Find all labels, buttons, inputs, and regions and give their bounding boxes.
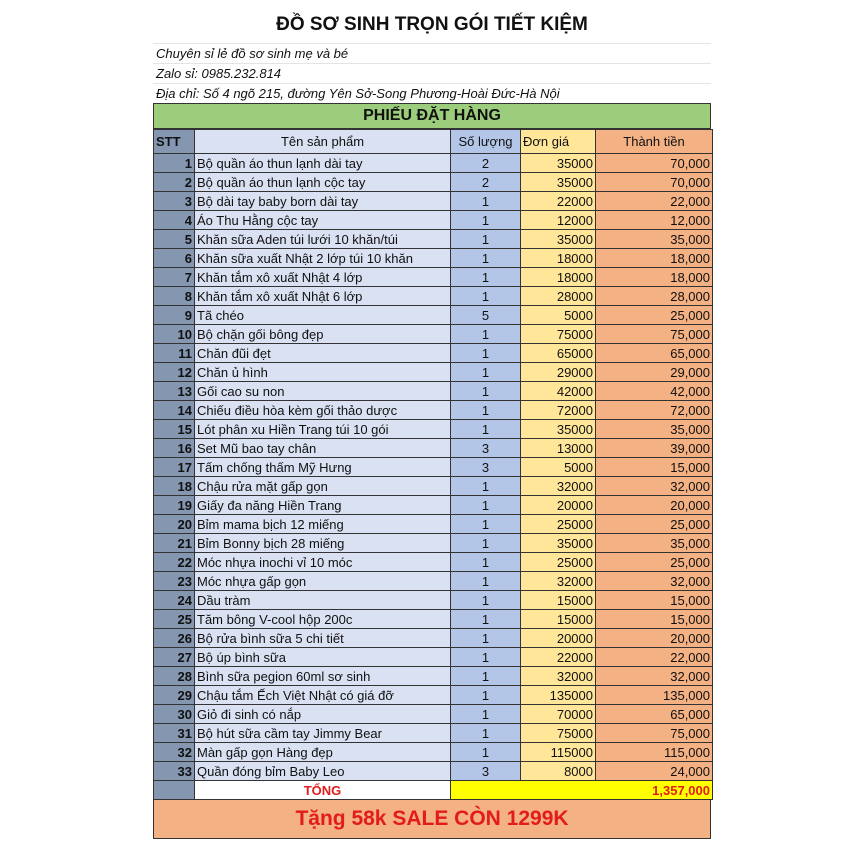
cell-unit-price[interactable]: 13000 bbox=[521, 439, 596, 458]
cell-unit-price[interactable]: 32000 bbox=[521, 477, 596, 496]
table-row bbox=[154, 230, 713, 249]
cell-quantity[interactable]: 1 bbox=[451, 268, 521, 287]
cell-product-name[interactable]: Bỉm Bonny bịch 28 miếng bbox=[195, 534, 451, 553]
cell-unit-price[interactable]: 115000 bbox=[521, 743, 596, 762]
header-total[interactable]: Thành tiền bbox=[596, 130, 713, 154]
cell-line-total[interactable]: 65,000 bbox=[596, 705, 713, 724]
cell-product-name[interactable]: Khăn tắm xô xuất Nhật 6 lớp bbox=[195, 287, 451, 306]
cell-product-name[interactable]: Chăn đũi đẹt bbox=[195, 344, 451, 363]
cell-quantity[interactable]: 1 bbox=[451, 610, 521, 629]
header-name[interactable]: Tên sản phẩm bbox=[195, 130, 451, 154]
cell-line-total[interactable]: 42,000 bbox=[596, 382, 713, 401]
cell-total-stt[interactable] bbox=[154, 781, 195, 800]
cell-stt[interactable]: 9 bbox=[154, 306, 195, 325]
cell-unit-price[interactable]: 15000 bbox=[521, 591, 596, 610]
cell-line-total[interactable]: 35,000 bbox=[596, 534, 713, 553]
cell-stt[interactable]: 19 bbox=[154, 496, 195, 515]
promo-banner bbox=[153, 800, 711, 839]
title-row bbox=[153, 6, 711, 44]
cell-stt[interactable]: 16 bbox=[154, 439, 195, 458]
cell-stt[interactable]: 4 bbox=[154, 211, 195, 230]
cell-product-name[interactable]: Giấy đa năng Hiền Trang bbox=[195, 496, 451, 515]
cell-line-total[interactable]: 25,000 bbox=[596, 515, 713, 534]
table-row bbox=[154, 325, 713, 344]
table-row bbox=[154, 344, 713, 363]
cell-product-name[interactable]: Dầu tràm bbox=[195, 591, 451, 610]
table-row bbox=[154, 154, 713, 173]
cell-stt[interactable]: 25 bbox=[154, 610, 195, 629]
table-row bbox=[154, 211, 713, 230]
cell-quantity[interactable]: 2 bbox=[451, 173, 521, 192]
cell-unit-price[interactable]: 32000 bbox=[521, 572, 596, 591]
cell-product-name[interactable]: Khăn tắm xô xuất Nhật 4 lớp bbox=[195, 268, 451, 287]
table-row bbox=[154, 534, 713, 553]
cell-line-total[interactable]: 24,000 bbox=[596, 762, 713, 781]
cell-product-name[interactable]: Giỏ đi sinh có nắp bbox=[195, 705, 451, 724]
cell-product-name[interactable]: Chăn ủ hình bbox=[195, 363, 451, 382]
cell-product-name[interactable]: Bình sữa pegion 60ml sơ sinh bbox=[195, 667, 451, 686]
cell-product-name[interactable]: Bộ quần áo thun lạnh dài tay bbox=[195, 154, 451, 173]
cell-line-total[interactable]: 18,000 bbox=[596, 268, 713, 287]
table-row bbox=[154, 553, 713, 572]
table-row bbox=[154, 287, 713, 306]
cell-product-name[interactable]: Chậu rửa mặt gấp gọn bbox=[195, 477, 451, 496]
cell-product-name[interactable]: Bộ dài tay baby born dài tay bbox=[195, 192, 451, 211]
cell-unit-price[interactable]: 5000 bbox=[521, 306, 596, 325]
table-row bbox=[154, 496, 713, 515]
table-row bbox=[154, 667, 713, 686]
cell-product-name[interactable]: Bỉm mama bịch 12 miếng bbox=[195, 515, 451, 534]
cell-unit-price[interactable]: 12000 bbox=[521, 211, 596, 230]
cell-line-total[interactable]: 29,000 bbox=[596, 363, 713, 382]
cell-quantity[interactable]: 1 bbox=[451, 249, 521, 268]
cell-product-name[interactable]: Móc nhựa inochi vỉ 10 móc bbox=[195, 553, 451, 572]
cell-quantity[interactable]: 1 bbox=[451, 420, 521, 439]
cell-line-total[interactable]: 39,000 bbox=[596, 439, 713, 458]
cell-product-name[interactable]: Móc nhựa gấp gọn bbox=[195, 572, 451, 591]
cell-quantity[interactable]: 2 bbox=[451, 154, 521, 173]
info-address: Địa chỉ: Số 4 ngõ 215, đường Yên Sở-Song Phương-Hoài Đức-Hà Nội bbox=[156, 86, 560, 101]
cell-stt[interactable]: 12 bbox=[154, 363, 195, 382]
cell-stt[interactable]: 7 bbox=[154, 268, 195, 287]
page-title: ĐỒ SƠ SINH TRỌN GÓI TIẾT KIỆM bbox=[276, 13, 588, 35]
cell-unit-price[interactable]: 35000 bbox=[521, 534, 596, 553]
table-header-row bbox=[154, 130, 713, 154]
cell-unit-price[interactable]: 18000 bbox=[521, 249, 596, 268]
cell-quantity[interactable]: 1 bbox=[451, 477, 521, 496]
cell-unit-price[interactable]: 28000 bbox=[521, 287, 596, 306]
cell-quantity[interactable]: 1 bbox=[451, 230, 521, 249]
cell-stt[interactable]: 21 bbox=[154, 534, 195, 553]
info-zalo: Zalo sỉ: 0985.232.814 bbox=[156, 66, 282, 81]
cell-stt[interactable]: 2 bbox=[154, 173, 195, 192]
cell-quantity[interactable]: 1 bbox=[451, 192, 521, 211]
cell-line-total[interactable]: 22,000 bbox=[596, 648, 713, 667]
cell-product-name[interactable]: Tã chéo bbox=[195, 306, 451, 325]
table-row bbox=[154, 629, 713, 648]
cell-stt[interactable]: 3 bbox=[154, 192, 195, 211]
cell-quantity[interactable]: 1 bbox=[451, 743, 521, 762]
cell-line-total[interactable]: 135,000 bbox=[596, 686, 713, 705]
cell-line-total[interactable]: 18,000 bbox=[596, 249, 713, 268]
cell-line-total[interactable]: 72,000 bbox=[596, 401, 713, 420]
table-row bbox=[154, 268, 713, 287]
table-row bbox=[154, 173, 713, 192]
cell-line-total[interactable]: 22,000 bbox=[596, 192, 713, 211]
total-row bbox=[154, 781, 713, 800]
cell-unit-price[interactable]: 29000 bbox=[521, 363, 596, 382]
cell-product-name[interactable]: Bộ úp bình sữa bbox=[195, 648, 451, 667]
cell-quantity[interactable]: 1 bbox=[451, 344, 521, 363]
cell-product-name[interactable]: Bộ hút sữa cầm tay Jimmy Bear bbox=[195, 724, 451, 743]
cell-product-name[interactable]: Tấm chống thấm Mỹ Hưng bbox=[195, 458, 451, 477]
cell-line-total[interactable]: 20,000 bbox=[596, 496, 713, 515]
table-row bbox=[154, 192, 713, 211]
cell-product-name[interactable]: Áo Thu Hằng cộc tay bbox=[195, 211, 451, 230]
cell-quantity[interactable]: 1 bbox=[451, 591, 521, 610]
cell-stt[interactable]: 18 bbox=[154, 477, 195, 496]
cell-unit-price[interactable]: 135000 bbox=[521, 686, 596, 705]
cell-line-total[interactable]: 32,000 bbox=[596, 667, 713, 686]
cell-stt[interactable]: 14 bbox=[154, 401, 195, 420]
cell-stt[interactable]: 5 bbox=[154, 230, 195, 249]
cell-quantity[interactable]: 5 bbox=[451, 306, 521, 325]
table-row bbox=[154, 724, 713, 743]
cell-stt[interactable]: 20 bbox=[154, 515, 195, 534]
table-row bbox=[154, 572, 713, 591]
cell-unit-price[interactable]: 5000 bbox=[521, 458, 596, 477]
cell-unit-price[interactable]: 72000 bbox=[521, 401, 596, 420]
cell-quantity[interactable]: 1 bbox=[451, 401, 521, 420]
cell-unit-price[interactable]: 35000 bbox=[521, 230, 596, 249]
cell-unit-price[interactable]: 75000 bbox=[521, 325, 596, 344]
cell-line-total[interactable]: 35,000 bbox=[596, 230, 713, 249]
cell-stt[interactable]: 13 bbox=[154, 382, 195, 401]
cell-quantity[interactable]: 1 bbox=[451, 686, 521, 705]
cell-line-total[interactable]: 15,000 bbox=[596, 610, 713, 629]
cell-line-total[interactable]: 12,000 bbox=[596, 211, 713, 230]
header-qty[interactable]: Số lượng bbox=[451, 130, 521, 154]
cell-stt[interactable]: 31 bbox=[154, 724, 195, 743]
cell-line-total[interactable]: 75,000 bbox=[596, 724, 713, 743]
total-label[interactable]: TỔNG bbox=[195, 781, 451, 800]
cell-quantity[interactable]: 3 bbox=[451, 762, 521, 781]
cell-stt[interactable]: 15 bbox=[154, 420, 195, 439]
cell-product-name[interactable]: Gối cao su non bbox=[195, 382, 451, 401]
cell-line-total[interactable]: 75,000 bbox=[596, 325, 713, 344]
cell-stt[interactable]: 11 bbox=[154, 344, 195, 363]
cell-line-total[interactable]: 15,000 bbox=[596, 458, 713, 477]
order-sheet bbox=[153, 0, 711, 839]
order-table bbox=[153, 129, 713, 800]
cell-line-total[interactable]: 28,000 bbox=[596, 287, 713, 306]
table-row bbox=[154, 515, 713, 534]
header-stt[interactable]: STT bbox=[154, 130, 195, 154]
cell-stt[interactable]: 28 bbox=[154, 667, 195, 686]
cell-stt[interactable]: 26 bbox=[154, 629, 195, 648]
cell-stt[interactable]: 27 bbox=[154, 648, 195, 667]
cell-line-total[interactable]: 20,000 bbox=[596, 629, 713, 648]
cell-product-name[interactable]: Quần đóng bỉm Baby Leo bbox=[195, 762, 451, 781]
cell-product-name[interactable]: Màn gấp gọn Hàng đẹp bbox=[195, 743, 451, 762]
cell-stt[interactable]: 33 bbox=[154, 762, 195, 781]
order-form-banner: PHIẾU ĐẶT HÀNG bbox=[153, 103, 711, 129]
cell-quantity[interactable]: 3 bbox=[451, 458, 521, 477]
cell-unit-price[interactable]: 15000 bbox=[521, 610, 596, 629]
table-row bbox=[154, 458, 713, 477]
cell-product-name[interactable]: Chậu tắm Ếch Việt Nhật có giá đỡ bbox=[195, 686, 451, 705]
promo-text: Tặng 58k SALE CÒN 1299K bbox=[295, 807, 569, 830]
table-row bbox=[154, 477, 713, 496]
cell-quantity[interactable]: 1 bbox=[451, 648, 521, 667]
cell-stt[interactable]: 1 bbox=[154, 154, 195, 173]
cell-quantity[interactable]: 1 bbox=[451, 515, 521, 534]
cell-stt[interactable]: 10 bbox=[154, 325, 195, 344]
cell-quantity[interactable]: 1 bbox=[451, 382, 521, 401]
cell-unit-price[interactable]: 35000 bbox=[521, 173, 596, 192]
table-row bbox=[154, 743, 713, 762]
cell-unit-price[interactable]: 18000 bbox=[521, 268, 596, 287]
cell-unit-price[interactable]: 35000 bbox=[521, 420, 596, 439]
table-row bbox=[154, 420, 713, 439]
cell-quantity[interactable]: 3 bbox=[451, 439, 521, 458]
cell-line-total[interactable]: 32,000 bbox=[596, 477, 713, 496]
cell-stt[interactable]: 32 bbox=[154, 743, 195, 762]
cell-unit-price[interactable]: 22000 bbox=[521, 648, 596, 667]
cell-unit-price[interactable]: 32000 bbox=[521, 667, 596, 686]
cell-quantity[interactable]: 1 bbox=[451, 534, 521, 553]
cell-unit-price[interactable]: 8000 bbox=[521, 762, 596, 781]
cell-product-name[interactable]: Bộ quần áo thun lạnh cộc tay bbox=[195, 173, 451, 192]
table-row bbox=[154, 648, 713, 667]
cell-unit-price[interactable]: 65000 bbox=[521, 344, 596, 363]
cell-line-total[interactable]: 70,000 bbox=[596, 173, 713, 192]
cell-stt[interactable]: 6 bbox=[154, 249, 195, 268]
cell-unit-price[interactable]: 75000 bbox=[521, 724, 596, 743]
cell-unit-price[interactable]: 35000 bbox=[521, 154, 596, 173]
header-price[interactable]: Đơn giá bbox=[521, 130, 596, 154]
cell-quantity[interactable]: 1 bbox=[451, 572, 521, 591]
cell-quantity[interactable]: 1 bbox=[451, 629, 521, 648]
cell-stt[interactable]: 22 bbox=[154, 553, 195, 572]
info-line-1 bbox=[153, 44, 711, 64]
cell-stt[interactable]: 29 bbox=[154, 686, 195, 705]
total-value[interactable]: 1,357,000 bbox=[451, 781, 713, 800]
table-row bbox=[154, 401, 713, 420]
cell-stt[interactable]: 17 bbox=[154, 458, 195, 477]
table-row bbox=[154, 610, 713, 629]
cell-product-name[interactable]: Khăn sữa Aden túi lưới 10 khăn/túi bbox=[195, 230, 451, 249]
cell-line-total[interactable]: 35,000 bbox=[596, 420, 713, 439]
info-tagline: Chuyên sỉ lẻ đồ sơ sinh mẹ và bé bbox=[156, 46, 349, 61]
cell-line-total[interactable]: 65,000 bbox=[596, 344, 713, 363]
cell-quantity[interactable]: 1 bbox=[451, 667, 521, 686]
cell-unit-price[interactable]: 70000 bbox=[521, 705, 596, 724]
cell-stt[interactable]: 8 bbox=[154, 287, 195, 306]
cell-unit-price[interactable]: 20000 bbox=[521, 629, 596, 648]
cell-line-total[interactable]: 25,000 bbox=[596, 553, 713, 572]
cell-product-name[interactable]: Set Mũ bao tay chân bbox=[195, 439, 451, 458]
table-row bbox=[154, 686, 713, 705]
cell-stt[interactable]: 30 bbox=[154, 705, 195, 724]
cell-quantity[interactable]: 1 bbox=[451, 363, 521, 382]
cell-quantity[interactable]: 1 bbox=[451, 325, 521, 344]
cell-line-total[interactable]: 115,000 bbox=[596, 743, 713, 762]
info-line-2 bbox=[153, 64, 711, 84]
cell-product-name[interactable]: Lót phân xu Hiền Trang túi 10 gói bbox=[195, 420, 451, 439]
table-row bbox=[154, 382, 713, 401]
cell-line-total[interactable]: 32,000 bbox=[596, 572, 713, 591]
cell-unit-price[interactable]: 20000 bbox=[521, 496, 596, 515]
cell-unit-price[interactable]: 25000 bbox=[521, 515, 596, 534]
cell-stt[interactable]: 23 bbox=[154, 572, 195, 591]
table-row bbox=[154, 762, 713, 781]
cell-quantity[interactable]: 1 bbox=[451, 496, 521, 515]
cell-quantity[interactable]: 1 bbox=[451, 211, 521, 230]
table-row bbox=[154, 249, 713, 268]
table-row bbox=[154, 306, 713, 325]
cell-quantity[interactable]: 1 bbox=[451, 724, 521, 743]
cell-product-name[interactable]: Tăm bông V-cool hộp 200c bbox=[195, 610, 451, 629]
cell-quantity[interactable]: 1 bbox=[451, 553, 521, 572]
cell-unit-price[interactable]: 42000 bbox=[521, 382, 596, 401]
table-row bbox=[154, 363, 713, 382]
cell-quantity[interactable]: 1 bbox=[451, 705, 521, 724]
cell-product-name[interactable]: Bộ chặn gối bông đẹp bbox=[195, 325, 451, 344]
cell-line-total[interactable]: 70,000 bbox=[596, 154, 713, 173]
cell-product-name[interactable]: Chiếu điều hòa kèm gối thảo dược bbox=[195, 401, 451, 420]
cell-stt[interactable]: 24 bbox=[154, 591, 195, 610]
cell-line-total[interactable]: 15,000 bbox=[596, 591, 713, 610]
table-row bbox=[154, 705, 713, 724]
cell-line-total[interactable]: 25,000 bbox=[596, 306, 713, 325]
table-row bbox=[154, 591, 713, 610]
cell-quantity[interactable]: 1 bbox=[451, 287, 521, 306]
cell-unit-price[interactable]: 22000 bbox=[521, 192, 596, 211]
cell-product-name[interactable]: Bộ rửa bình sữa 5 chi tiết bbox=[195, 629, 451, 648]
cell-product-name[interactable]: Khăn sữa xuất Nhật 2 lớp túi 10 khăn bbox=[195, 249, 451, 268]
info-line-3 bbox=[153, 84, 711, 103]
table-row bbox=[154, 439, 713, 458]
cell-unit-price[interactable]: 25000 bbox=[521, 553, 596, 572]
